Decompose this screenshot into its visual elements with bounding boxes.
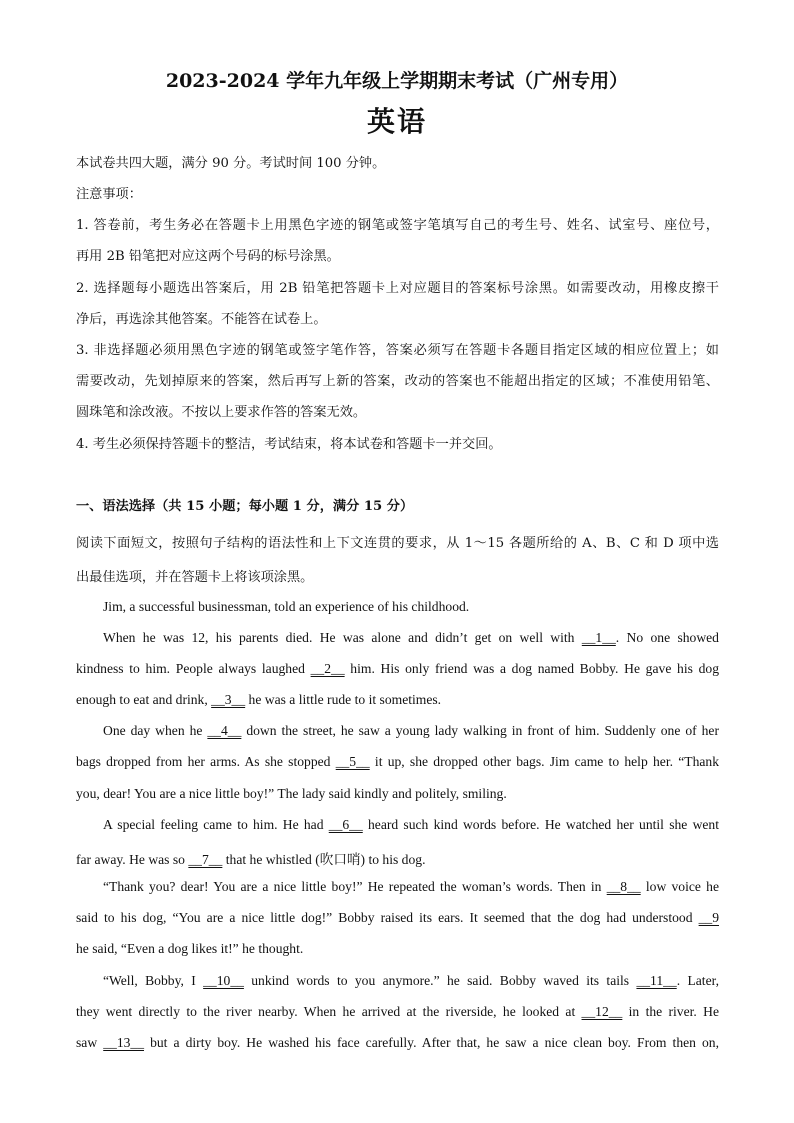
notice-item-1: 1. 答卷前，考生务必在答题卡上用黑色字迹的钢笔或签字笔填写自己的考生号、姓名、试室号、座位号， (76, 218, 719, 233)
passage-text: he was a little rude to it sometimes. (245, 692, 442, 707)
blank-11: __11__ (636, 973, 677, 988)
passage-text: you, dear! You are a nice little boy!” The lady said kindly and politely, smiling. (76, 786, 507, 801)
blank-2: __2__ (310, 661, 345, 676)
blank-1: __1__ (581, 630, 616, 645)
notice-item-4: 4. 考生必须保持答题卡的整洁，考试结束，将本试卷和答题卡一并交回。 (76, 437, 502, 452)
exam-title: 2023-2024 学年九年级上学期期末考试（广州专用） (165, 70, 629, 92)
passage-text: . Later, (676, 973, 719, 988)
section-heading: 一、语法选择（共 15 小题；每小题 1 分，满分 15 分） (76, 499, 414, 514)
passage-text: low voice he (640, 879, 719, 894)
passage-text: said to his dog, “You are a nice little dog!” Bobby raised its ears. It seemed that the dog had understood (76, 910, 699, 925)
blank-6: __6__ (328, 817, 363, 832)
blank-4: __4__ (207, 723, 242, 738)
passage-line (103, 630, 719, 646)
passage-line (76, 692, 441, 708)
blank-13: __13__ (103, 1035, 144, 1050)
passage-line (76, 661, 719, 677)
passage-line (76, 848, 425, 868)
notice-label: 注意事项： (76, 187, 142, 202)
blank-3: __3__ (211, 692, 246, 707)
passage-text: bags dropped from her arms. As she stopped (76, 754, 336, 769)
notice-item-3-cont: 需要改动，先划掉原来的答案，然后再写上新的答案，改动的答案也不能超出指定的区域；不准使用铅笔、 (76, 374, 719, 389)
passage-text: that he whistled (吹口哨) to his dog. (222, 852, 426, 867)
passage-line (76, 941, 303, 957)
passage-text: One day when he (103, 723, 208, 738)
passage-line (76, 910, 719, 926)
blank-7: __7__ (188, 852, 223, 867)
passage-line (103, 599, 469, 615)
notice-item-3-end: 圆珠笔和涂改液。不按以上要求作答的答案无效。 (76, 405, 367, 420)
passage-text: heard such kind words before. He watched her until she went (362, 817, 719, 832)
passage-text: down the street, he saw a young lady walking in front of him. Suddenly one of her (241, 723, 719, 738)
section-directions-cont: 出最佳选项，并在答题卡上将该项涂黑。 (76, 570, 314, 585)
notice-item-3: 3. 非选择题必须用黑色字迹的钢笔或签字笔作答，答案必须写在答题卡各题目指定区域的相应位置上；如 (76, 343, 719, 358)
passage-text: “Well, Bobby, I (103, 973, 204, 988)
passage-text: enough to eat and drink, (76, 692, 212, 707)
passage-text: kindness to him. People always laughed (76, 661, 311, 676)
passage-text: A special feeling came to him. He had (103, 817, 329, 832)
passage-line (76, 786, 507, 802)
passage-text: far away. He was so (76, 852, 189, 867)
passage-text: him. His only friend was a dog named Bobby. He gave his dog (344, 661, 719, 676)
notice-item-2: 2. 选择题每小题选出答案后，用 2B 铅笔把答题卡上对应题目的答案标号涂黑。如需要改动，用橡皮擦干 (76, 281, 719, 296)
passage-text: in the river. He (622, 1004, 719, 1019)
exam-intro: 本试卷共四大题，满分 90 分。考试时间 100 分钟。 (76, 156, 386, 171)
passage-line (76, 1004, 719, 1020)
passage-line (103, 817, 719, 833)
blank-8: __8__ (606, 879, 641, 894)
blank-5: __5__ (335, 754, 370, 769)
passage-text: Jim, a successful businessman, told an experience of his childhood. (103, 599, 470, 614)
passage-text: . No one showed (615, 630, 719, 645)
passage-line (76, 1035, 719, 1051)
subject-title: 英语 (366, 105, 427, 138)
notice-item-2-cont: 净后，再选涂其他答案。不能答在试卷上。 (76, 312, 327, 327)
passage-text: it up, she dropped other bags. Jim came to help her. “Thank (369, 754, 719, 769)
passage-text: saw (76, 1035, 104, 1050)
passage-text: he said, “Even a dog likes it!” he thought. (76, 941, 304, 956)
blank-9: __9 (698, 910, 719, 925)
blank-10: __10__ (203, 973, 244, 988)
passage-line (103, 723, 719, 739)
section-directions: 阅读下面短文，按照句子结构的语法性和上下文连贯的要求，从 1～15 各题所给的 A、B、C 和 D 项中选 (76, 536, 719, 551)
passage-text: unkind words to you anymore.” he said. Bobby waved its tails (243, 973, 637, 988)
passage-line (103, 973, 719, 989)
passage-line (103, 879, 719, 895)
notice-item-1-cont: 再用 2B 铅笔把对应这两个号码的标号涂黑。 (76, 249, 340, 264)
passage-line (76, 754, 719, 770)
blank-12: __12__ (581, 1004, 623, 1019)
passage-text: “Thank you? dear! You are a nice little boy!” He repeated the woman’s words. Then in (103, 879, 607, 894)
passage-text: but a dirty boy. He washed his face carefully. After that, he saw a nice clean boy. From then on, (144, 1035, 720, 1050)
passage-text: they went directly to the river nearby. When he arrived at the riverside, he looked at (76, 1004, 582, 1019)
passage-text: When he was 12, his parents died. He was alone and didn’t get on well with (103, 630, 582, 645)
